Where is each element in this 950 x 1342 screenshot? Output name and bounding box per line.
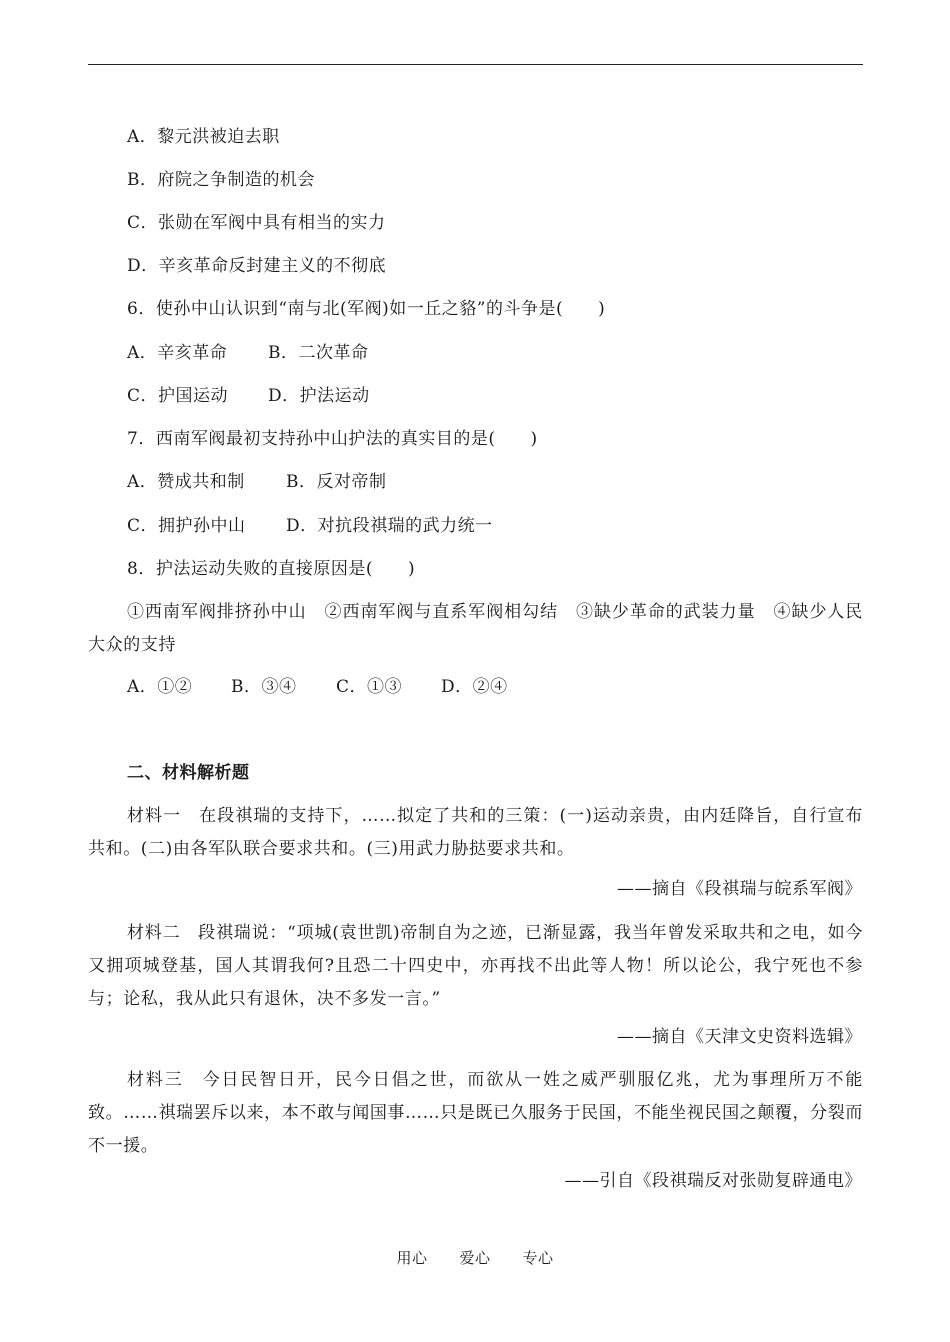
q8-options-row	[127, 676, 508, 698]
header-rule	[88, 64, 863, 65]
q6-stem: 6．使孙中山认识到“南与北(军阀)如一丘之貉”的斗争是( )	[127, 299, 606, 319]
q6-option-b: B．二次革命	[268, 343, 369, 363]
q7-option-a: A．赞成共和制	[127, 472, 245, 492]
material-2-source: ——摘自《天津文史资料选辑》	[617, 1027, 862, 1047]
q6-options-row2	[127, 385, 370, 407]
footer-item: 用心	[396, 1249, 428, 1267]
footer-item: 爱心	[459, 1249, 491, 1267]
section-title: 二、材料解析题	[127, 763, 250, 783]
q8-option-d: D．②④	[441, 677, 508, 697]
q6-option-d: D．护法运动	[268, 386, 370, 406]
q5-option-d: D．辛亥革命反封建主义的不彻底	[127, 256, 387, 276]
material-3-source: ——引自《段祺瑞反对张勋复辟通电》	[564, 1171, 862, 1191]
q6-option-a: A．辛亥革命	[127, 343, 228, 363]
material-2-text: 材料二 段祺瑞说：“项城(袁世凯)帝制自为之迹，已渐显露，我当年曾发采取共和之电，如今又拥项城登基，国人其谓我何?且恐二十四史中，亦再找不出此等人物！所以论公，我宁死也不参与；论私，我从此只有退休，决不多发一言。”	[88, 923, 863, 1009]
q5-option-b: B．府院之争制造的机会	[127, 170, 315, 190]
q8-option-c: C．①③	[336, 677, 403, 697]
q7-option-c: C．拥护孙中山	[127, 516, 246, 536]
q6-options-row1	[127, 342, 369, 364]
material-1-source: ——摘自《段祺瑞与皖系军阀》	[617, 879, 862, 899]
footer-item: 专心	[522, 1249, 554, 1267]
q7-option-b: B．反对帝制	[286, 472, 387, 492]
q8-option-a: A．①②	[127, 677, 193, 697]
material-3-text: 材料三 今日民智日开，民今日倡之世，而欲从一姓之威严驯服亿兆，尤为事理所万不能致。……祺瑞罢斥以来，本不敢与闻国事……只是既已久服务于民国，不能坐视民国之颠覆，分裂而不一援。	[88, 1070, 863, 1156]
q7-options-row1	[127, 471, 387, 493]
q8-option-b: B．③④	[231, 677, 297, 697]
q5-option-a: A．黎元洪被迫去职	[127, 127, 280, 147]
q7-options-row2	[127, 515, 493, 537]
page-footer	[0, 1247, 950, 1268]
q6-option-c: C．护国运动	[127, 386, 229, 406]
q5-option-c: C．张勋在军阀中具有相当的实力	[127, 213, 386, 233]
q8-statements: ①西南军阀排挤孙中山 ②西南军阀与直系军阀相勾结 ③缺少革命的武装力量 ④缺少人民大众的支持	[88, 602, 863, 655]
q8-stem: 8．护法运动失败的直接原因是( )	[127, 559, 416, 579]
material-1-text: 材料一 在段祺瑞的支持下，……拟定了共和的三策：(一)运动亲贵，由内廷降旨，自行宣布共和。(二)由各军队联合要求共和。(三)用武力胁挞要求共和。	[88, 806, 863, 859]
q7-stem: 7．西南军阀最初支持孙中山护法的真实目的是( )	[127, 429, 538, 449]
q7-option-d: D．对抗段祺瑞的武力统一	[286, 516, 493, 536]
